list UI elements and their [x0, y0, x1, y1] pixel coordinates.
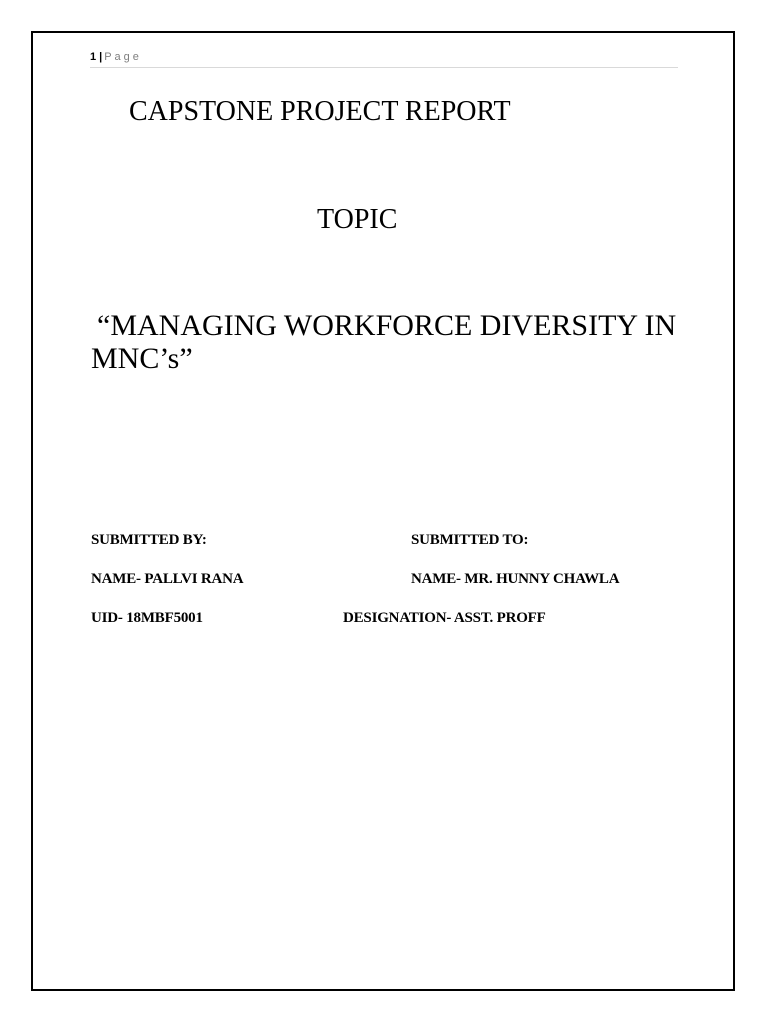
- page-word: Page: [104, 51, 142, 63]
- page-header-separator: |: [99, 51, 103, 63]
- report-title: CAPSTONE PROJECT REPORT: [129, 96, 511, 127]
- page-header: [90, 49, 678, 68]
- student-uid: UID- 18MBF5001: [91, 610, 203, 626]
- supervisor-name: NAME- MR. HUNNY CHAWLA: [411, 571, 620, 587]
- page-number: 1: [90, 51, 97, 63]
- supervisor-designation: DESIGNATION- ASST. PROFF: [343, 610, 546, 626]
- student-name: NAME- PALLVI RANA: [91, 571, 244, 587]
- topic-title: “MANAGING WORKFORCE DIVERSITY IN MNC’s”: [91, 309, 677, 375]
- submitted-by-heading: SUBMITTED BY:: [91, 532, 207, 548]
- topic-label: TOPIC: [317, 204, 398, 235]
- document-page: [31, 31, 735, 991]
- submitted-to-heading: SUBMITTED TO:: [411, 532, 529, 548]
